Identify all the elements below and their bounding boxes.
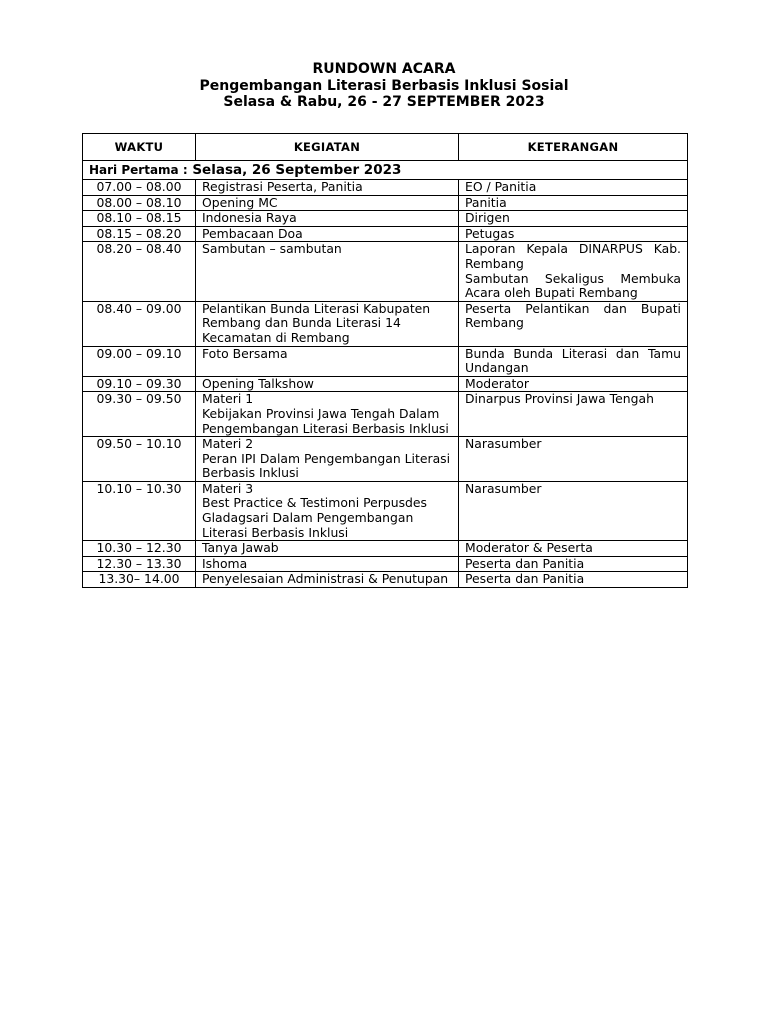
note-line: Peserta dan Panitia <box>465 571 585 587</box>
activity-cell <box>196 437 459 482</box>
activity-line: Peran IPI Dalam Pengembangan Literasi Berbasis Inklusi <box>202 450 451 481</box>
table-row <box>83 195 688 211</box>
activity-cell <box>196 572 459 588</box>
column-header-kegiatan: KEGIATAN <box>196 134 459 161</box>
event-date-line: Selasa & Rabu, 26 - 27 SEPTEMBER 2023 <box>223 94 545 110</box>
table-header-row <box>83 134 688 161</box>
activity-line: Opening Talkshow <box>202 375 314 391</box>
note-line: Moderator <box>465 375 529 391</box>
activity-cell <box>196 556 459 572</box>
document-header <box>0 61 768 111</box>
column-header-waktu: WAKTU <box>83 134 196 161</box>
note-line: Narasumber <box>465 480 542 496</box>
column-header-keterangan: KETERANGAN <box>459 134 688 161</box>
table-row <box>83 346 688 376</box>
activity-line: Best Practice & Testimoni Perpusdes Gladagsari Dalam Pengembangan Literasi Berbasis Inklusi <box>202 495 427 540</box>
table-row <box>83 392 688 437</box>
table-row <box>83 556 688 572</box>
note-cell <box>459 180 688 196</box>
note-cell <box>459 301 688 346</box>
note-line: Dinarpus Provinsi Jawa Tengah <box>465 391 654 407</box>
table-row <box>83 376 688 392</box>
note-cell <box>459 242 688 301</box>
activity-cell <box>196 301 459 346</box>
table-row <box>83 481 688 540</box>
activity-cell <box>196 346 459 376</box>
activity-line: Materi 3 <box>202 480 254 496</box>
time-cell: 08.10 – 08.15 <box>83 211 196 227</box>
table-row <box>83 226 688 242</box>
activity-cell <box>196 242 459 301</box>
note-line: EO / Panitia <box>465 179 537 194</box>
time-cell: 10.10 – 10.30 <box>83 481 196 540</box>
table-row <box>83 437 688 482</box>
table-row <box>83 242 688 301</box>
note-line: Dirigen <box>465 210 510 226</box>
activity-cell <box>196 195 459 211</box>
day-heading-row <box>83 161 688 180</box>
note-cell <box>459 572 688 588</box>
activity-line: Materi 2 <box>202 436 254 452</box>
day-heading <box>83 161 688 180</box>
time-cell: 10.30 – 12.30 <box>83 541 196 557</box>
time-cell: 09.30 – 09.50 <box>83 392 196 437</box>
activity-line: Ishoma <box>202 555 248 571</box>
note-line: Peserta dan Panitia <box>465 555 585 571</box>
activity-cell <box>196 481 459 540</box>
activity-line: Materi 1 <box>202 391 254 407</box>
table-body <box>83 161 688 588</box>
time-cell: 07.00 – 08.00 <box>83 180 196 196</box>
activity-line: Foto Bersama <box>202 345 288 361</box>
activity-line: Indonesia Raya <box>202 210 297 226</box>
table-row <box>83 572 688 588</box>
table-row <box>83 180 688 196</box>
note-cell <box>459 195 688 211</box>
activity-line: Penyelesaian Administrasi & Penutupan <box>202 571 449 587</box>
day-label: Hari Pertama : <box>89 163 188 177</box>
time-cell: 08.15 – 08.20 <box>83 226 196 242</box>
note-line: Moderator & Peserta <box>465 540 593 556</box>
time-cell: 08.20 – 08.40 <box>83 242 196 301</box>
document-title: RUNDOWN ACARA <box>312 61 456 77</box>
note-cell <box>459 481 688 540</box>
note-line: Narasumber <box>465 436 542 452</box>
note-line: Petugas <box>465 225 515 241</box>
event-subtitle: Pengembangan Literasi Berbasis Inklusi Sosial <box>199 77 569 94</box>
activity-cell <box>196 392 459 437</box>
note-cell <box>459 541 688 557</box>
time-cell: 13.30– 14.00 <box>83 572 196 588</box>
note-cell <box>459 556 688 572</box>
activity-line: Registrasi Peserta, Panitia <box>202 179 363 194</box>
activity-cell <box>196 180 459 196</box>
note-cell <box>459 211 688 227</box>
note-line: Peserta Pelantikan dan Bupati Rembang <box>465 300 681 331</box>
note-line: Sambutan Sekaligus Membuka Acara oleh Bupati Rembang <box>465 270 681 301</box>
note-cell <box>459 392 688 437</box>
day-value: Selasa, 26 September 2023 <box>192 162 402 178</box>
time-cell: 09.00 – 09.10 <box>83 346 196 376</box>
activity-cell <box>196 376 459 392</box>
activity-line: Kebijakan Provinsi Jawa Tengah Dalam Pengembangan Literasi Berbasis Inklusi <box>202 405 449 436</box>
note-line: Panitia <box>465 194 507 210</box>
time-cell: 08.40 – 09.00 <box>83 301 196 346</box>
note-cell <box>459 437 688 482</box>
activity-line: Opening MC <box>202 194 278 210</box>
activity-line: Tanya Jawab <box>202 540 279 556</box>
activity-cell <box>196 226 459 242</box>
time-cell: 12.30 – 13.30 <box>83 556 196 572</box>
time-cell: 09.10 – 09.30 <box>83 376 196 392</box>
note-cell <box>459 376 688 392</box>
time-cell: 09.50 – 10.10 <box>83 437 196 482</box>
note-cell <box>459 226 688 242</box>
activity-cell <box>196 541 459 557</box>
table-row <box>83 301 688 346</box>
activity-line: Pembacaan Doa <box>202 225 303 241</box>
time-cell: 08.00 – 08.10 <box>83 195 196 211</box>
activity-line: Pelantikan Bunda Literasi Kabupaten Rembang dan Bunda Literasi 14 Kecamatan di Rembang <box>202 300 431 345</box>
activity-line: Sambutan – sambutan <box>202 241 342 257</box>
rundown-table <box>82 133 688 588</box>
note-line: Laporan Kepala DINARPUS Kab. Rembang <box>465 241 681 271</box>
note-cell <box>459 346 688 376</box>
note-line: Bunda Bunda Literasi dan Tamu Undangan <box>465 345 681 376</box>
table-row <box>83 211 688 227</box>
activity-cell <box>196 211 459 227</box>
table-row <box>83 541 688 557</box>
